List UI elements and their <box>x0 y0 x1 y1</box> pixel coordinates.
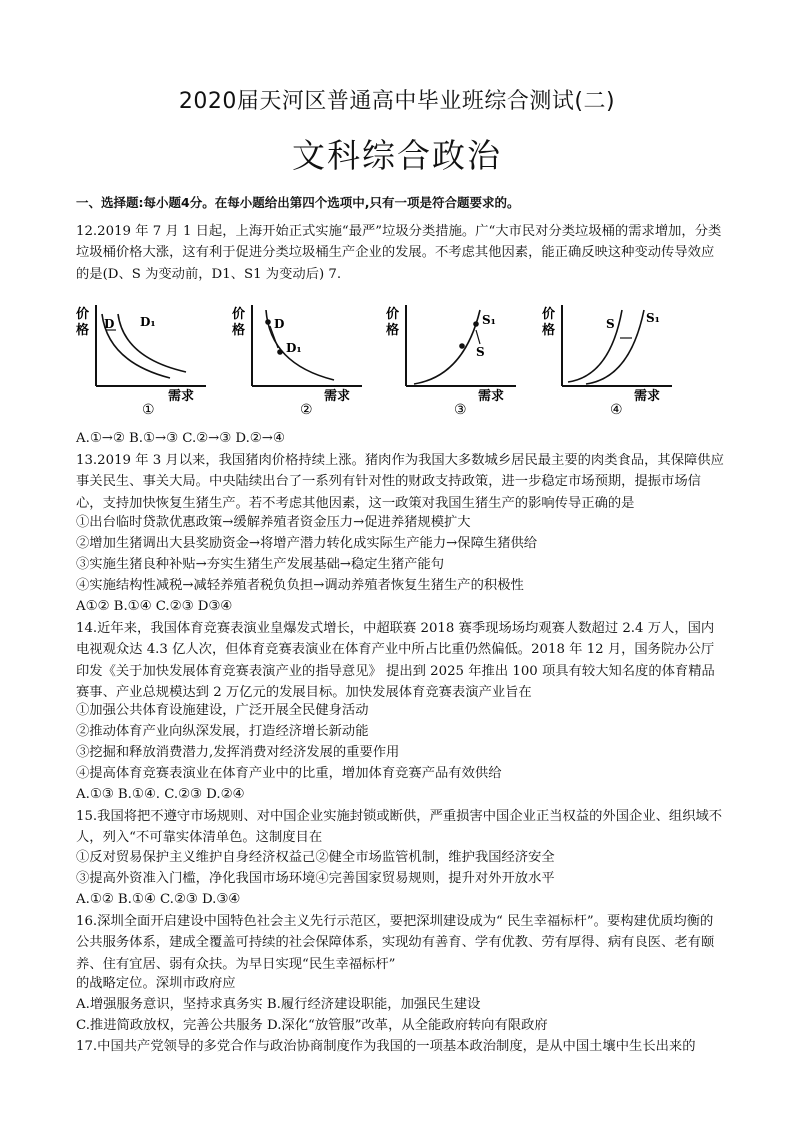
exam-subtitle: 文科综合政治 <box>292 136 502 175</box>
question-16-options-cd: C.推进简政放权，完善公共服务 D.深化“放管服”改革，从全能政府转向有限政府 <box>76 1018 548 1033</box>
exam-title: 2020届天河区普通高中毕业班综合测试(二) <box>178 89 616 114</box>
graph-3-xlabel: 需求 <box>478 389 505 404</box>
graph-3-ylabel-1: 价 <box>386 307 400 322</box>
graph-3-curve-b-label: S <box>476 345 485 359</box>
graph-2-xlabel: 需求 <box>324 389 351 404</box>
question-17-stem: 17.中国共产党领导的多党合作与政治协商制度作为我国的一项基本政治制度，是从中国土壤中生长出来的 <box>76 1039 696 1054</box>
graph-3 <box>384 300 524 424</box>
question-15-item-2: ③提高外资准入门槛，净化我国市场环境④完善国家贸易规则，提升对外开放水平 <box>76 871 555 886</box>
question-14-stem: 14.近年来，我国体育竞赛表演业皇爆发式增长，中超联赛 2018 赛季现场场均观赛人数超过 2.4 万人，国内电视观众达 4.3 亿人次，但体育竞赛表演业在体育产业中所占比重仍然偏低。2018 年 12 月，国务院办公厅印发《关于加快发展体育竞赛表演产业的指导意见》 提出到 2025 年推出 100 项具有较大知名度的体育精品赛事、产业总规模达到 2 万亿元的发展目标。加快发展体育竞赛表演产业旨在 <box>76 621 715 700</box>
graph-2-curve-a-label: D <box>274 317 285 331</box>
graph-1-number: ① <box>142 402 155 418</box>
graph-3-point-s1 <box>473 321 479 327</box>
graph-1-curve-b-label: D₁ <box>140 315 156 329</box>
question-14-item-4: ④提高体育竞赛表演业在体育产业中的比重，增加体育竞赛产品有效供给 <box>76 766 502 781</box>
graph-2-svg <box>230 300 370 420</box>
question-15-stem: 15.我国将把不遵守市场规则、对中国企业实施封锁或断供，严重损害中国企业正当权益的外国企业、组织域不人，列入“不可靠实体清单色。这制度目在 <box>76 809 723 846</box>
question-13-item-2: ②增加生猪调出大县奖励资金→将增产潜力转化成实际生产能力→保障生猪供给 <box>76 536 538 551</box>
graph-4-number: ④ <box>610 402 623 418</box>
graph-2-curve-b-label: D₁ <box>286 341 302 355</box>
question-13-options: A①② B.①④ C.②③ D③④ <box>76 599 233 614</box>
graph-3-curve <box>414 310 480 384</box>
question-14-options: A.①③ B.①④. C.②③ D.②④ <box>76 787 245 802</box>
graph-1 <box>74 300 214 424</box>
graph-4-ylabel-1: 价 <box>542 307 556 322</box>
question-13-item-1: ①出台临时贷款优惠政策→缓解养殖者资金压力→促进养猪规模扩大 <box>76 515 471 530</box>
graph-4-curve-s1 <box>586 310 644 384</box>
graph-4-curve-b-label: S₁ <box>646 311 660 325</box>
graph-2-point-d <box>265 319 271 325</box>
question-16-stem: 16.深圳全面开启建设中国特色社会主义先行示范区，要把深圳建设成为“ 民生幸福标杆”。要构建优质均衡的公共服务体系，建成全覆盖可持续的社会保障体系，实现幼有善育、学有优教、劳有厚得、病有良医、老有颐养、住有宜居、弱有众扶。为早日实现“民生幸福标杆” <box>76 914 715 972</box>
question-13-item-3: ③实施生猪良种补贴→夯实生猪生产发展基础→稳定生猪产能句 <box>76 557 445 572</box>
graph-3-number: ③ <box>454 402 467 418</box>
question-13-item-4: ④实施结构性减税→减轻养殖者税负负担→调动养殖者恢复生猪生产的积极性 <box>76 578 524 593</box>
graph-4-ylabel-2: 格 <box>542 323 556 338</box>
question-12-stem: 12.2019 年 7 月 1 日起，上海开始正式实施“最严”垃圾分类措施。广“大市民对分类垃圾桶的需求增加，分类垃圾桶价格大涨，这有利于促进分类垃圾桶生产企业的发展。不考虑其他因素，能正确反映这种变动传导效应的是(D、S 为变动前，D1、S1 为变动后) 7. <box>76 224 722 282</box>
graph-2-ylabel-1: 价 <box>232 307 246 322</box>
question-12-options: A.①→② B.①→③ C.②→③ D.②→④ <box>76 431 285 446</box>
graph-3-curve-a-label: S₁ <box>482 313 496 327</box>
section-heading: 一、选择题:每小题4分。在每小题给出第四个选项中,只有一项是符合题要求的。 <box>76 195 520 210</box>
graph-3-svg <box>384 300 524 420</box>
question-15-options: A.①② B.①④ C.②③ D.③④ <box>76 892 241 907</box>
question-14-item-3: ③挖掘和释放消费潜力,发挥消费对经济发展的重要作用 <box>76 745 400 760</box>
graph-4-curve-a-label: S <box>606 317 615 331</box>
question-16-tail: 的战略定位。深圳市政府应 <box>76 976 236 991</box>
graph-2-point-d1 <box>277 349 283 355</box>
graph-1-ylabel-1: 价 <box>76 307 90 322</box>
question-13-stem: 13.2019 年 3 月以来，我国猪肉价格持续上涨。猪肉作为我国大多数城乡居民最主要的肉类食品，其保障供应事关民生、事关大局。中央陆续出台了一系列有针对性的财政支持政策，进一步稳定市场预期，提振市场信心，支持加快恢复生猪生产。若不考虑其他因素，这一政策对我国生猪生产的影响传导正确的是 <box>76 453 724 511</box>
graph-1-curve-a-label: D <box>104 317 115 331</box>
graph-1-ylabel-2: 格 <box>76 323 90 338</box>
question-16-options-ab: A.增强服务意识，坚持求真务实 B.履行经济建设职能，加强民生建设 <box>76 997 481 1012</box>
graph-2-number: ② <box>300 402 313 418</box>
question-14-item-1: ①加强公共体育设施建设，广泛开展全民健身活动 <box>76 703 369 718</box>
graph-2-ylabel-2: 格 <box>232 323 246 338</box>
graph-3-ylabel-2: 格 <box>386 323 400 338</box>
graph-4-xlabel: 需求 <box>634 389 661 404</box>
graph-3-move-arrow <box>476 330 480 344</box>
question-15-item-1: ①反对贸易保护主义维护自身经济权益己②健全市场监管机制，维护我国经济安全 <box>76 850 555 865</box>
graph-4-svg <box>540 300 680 420</box>
graph-4 <box>540 300 680 424</box>
graph-1-xlabel: 需求 <box>168 389 195 404</box>
question-14-item-2: ②推动体育产业向纵深发展，打造经济增长新动能 <box>76 724 369 739</box>
graph-2 <box>230 300 370 424</box>
graph-3-point-s <box>459 343 465 349</box>
graph-1-svg <box>74 300 214 420</box>
